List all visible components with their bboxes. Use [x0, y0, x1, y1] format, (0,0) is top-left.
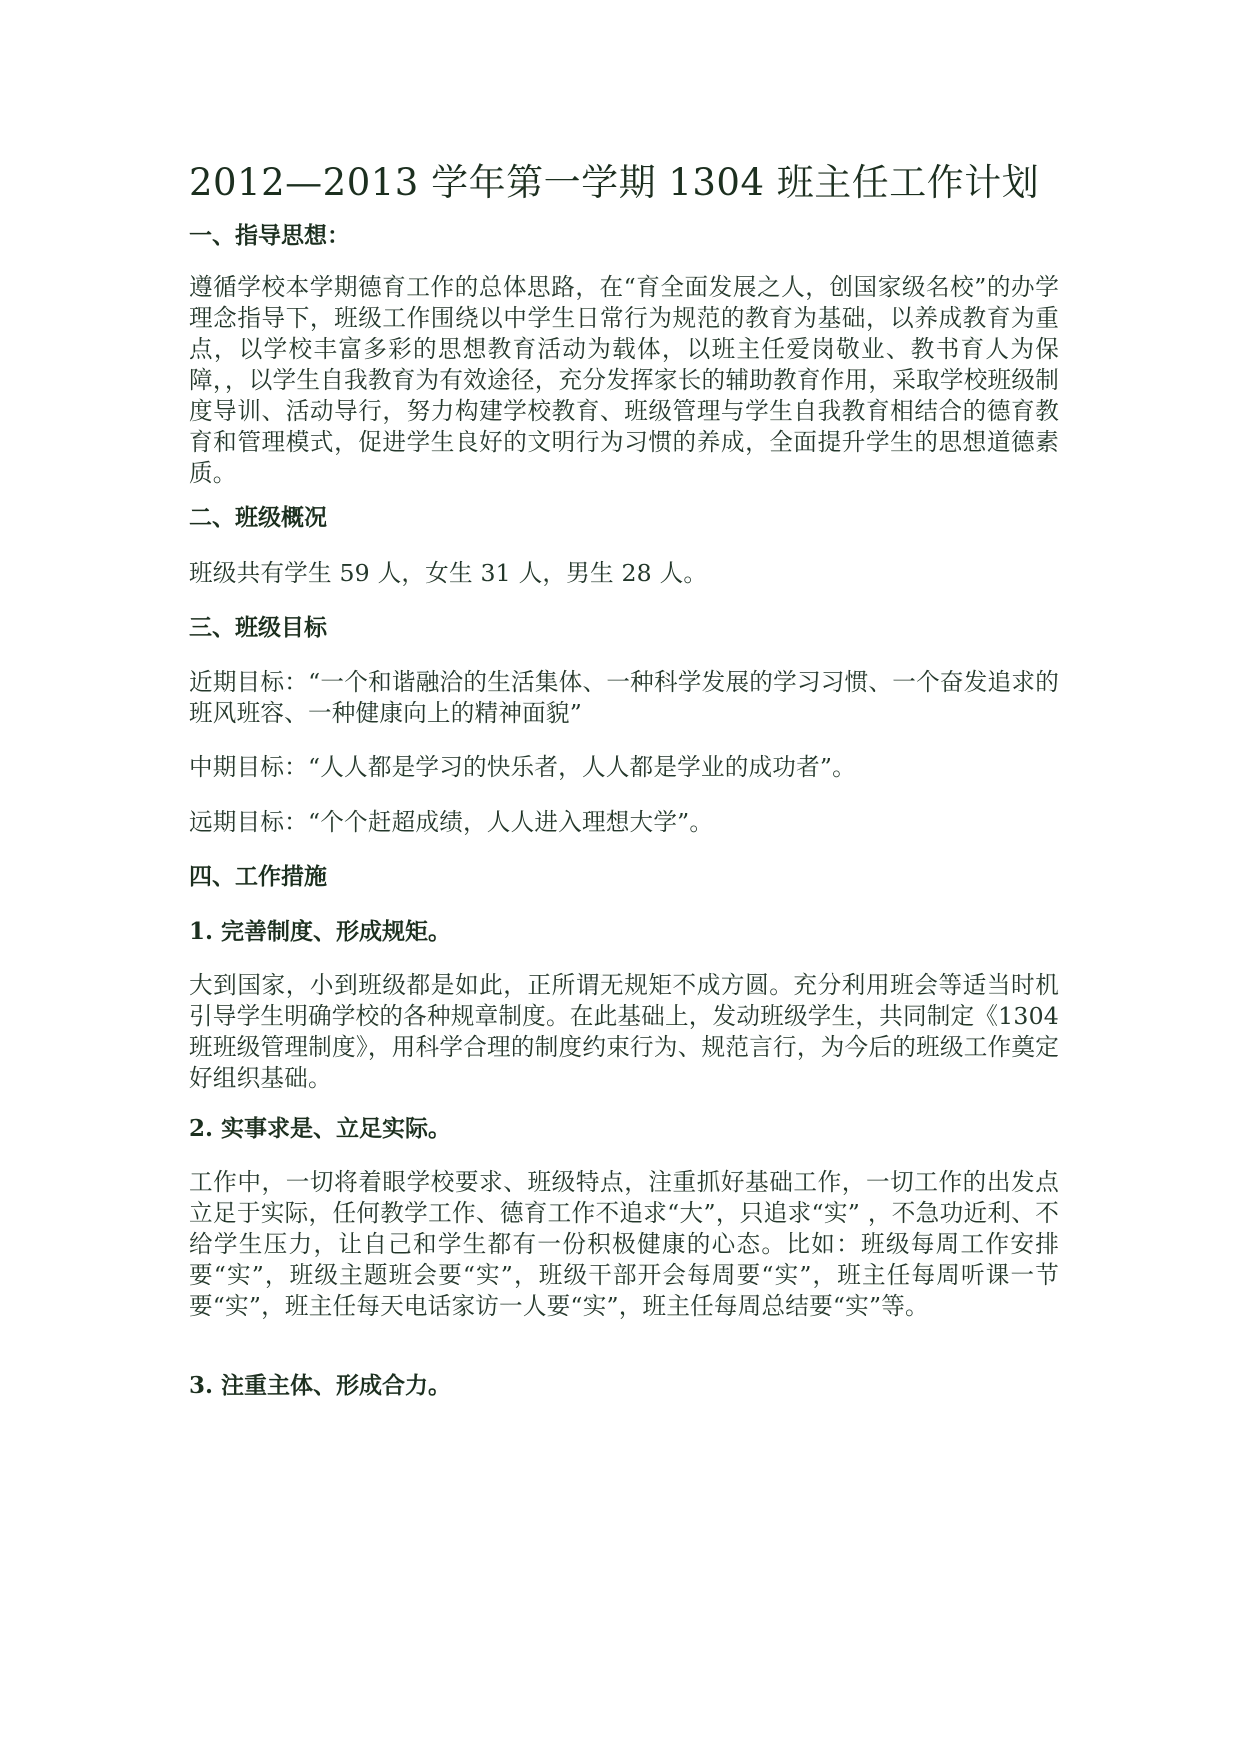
paragraph-long-term-goal: 远期目标：“个个赶超成绩，人人进入理想大学”。 — [189, 808, 714, 836]
measure-paragraph-2: 工作中，一切将着眼学校要求、班级特点，注重抓好基础工作，一切工作的出发点立足于实际，任何教学工作、德育工作不追求“大”，只追求“实” ，不急功近利、不给学生压力，让自己和学生都有一份积极健康的心态。比如：班级每周工作安排要“实”，班级主题班会要“实”，班级干部开会每周要“实”，班主任每周听课一节要“实”，班主任每天电话家访一人要“实”，班主任每周总结要“实”等。 — [189, 1168, 1059, 1320]
document-page — [189, 0, 1059, 1754]
measure-heading-2: 2. 实事求是、立足实际。 — [189, 1115, 452, 1142]
section-heading-class-goals: 三、班级目标 — [189, 614, 327, 641]
paragraph-mid-term-goal: 中期目标：“人人都是学习的快乐者，人人都是学业的成功者”。 — [189, 753, 856, 781]
measure-paragraph-1: 大到国家，小到班级都是如此，正所谓无规矩不成方圆。充分利用班会等适当时机引导学生明确学校的各种规章制度。在此基础上，发动班级学生，共同制定《1304 班班级管理制度》，用科学合理的制度约束行为、规范言行，为今后的班级工作奠定好组织基础。 — [189, 971, 1059, 1092]
document-title: 2012—2013 学年第一学期 1304 班主任工作计划 — [189, 161, 1040, 204]
paragraph-class-overview: 班级共有学生 59 人，女生 31 人，男生 28 人。 — [189, 559, 708, 587]
measure-heading-3: 3. 注重主体、形成合力。 — [189, 1372, 452, 1399]
measure-heading-1: 1. 完善制度、形成规矩。 — [189, 918, 452, 945]
section-heading-class-overview: 二、班级概况 — [189, 504, 327, 531]
section-heading-work-measures: 四、工作措施 — [189, 863, 327, 890]
section-heading-guiding-ideology: 一、指导思想： — [189, 222, 350, 249]
paragraph-near-term-goal: 近期目标：“一个和谐融洽的生活集体、一种科学发展的学习习惯、一个奋发追求的班风班容、一种健康向上的精神面貌” — [189, 668, 1059, 727]
paragraph-guiding-ideology: 遵循学校本学期德育工作的总体思路，在“育全面发展之人，创国家级名校”的办学理念指导下，班级工作围绕以中学生日常行为规范的教育为基础，以养成教育为重点，以学校丰富多彩的思想教育活动为载体，以班主任爱岗敬业、教书育人为保障，，以学生自我教育为有效途径，充分发挥家长的辅助教育作用，采取学校班级制度导训、活动导行，努力构建学校教育、班级管理与学生自我教育相结合的德育教育和管理模式，促进学生良好的文明行为习惯的养成，全面提升学生的思想道德素质。 — [189, 273, 1059, 487]
